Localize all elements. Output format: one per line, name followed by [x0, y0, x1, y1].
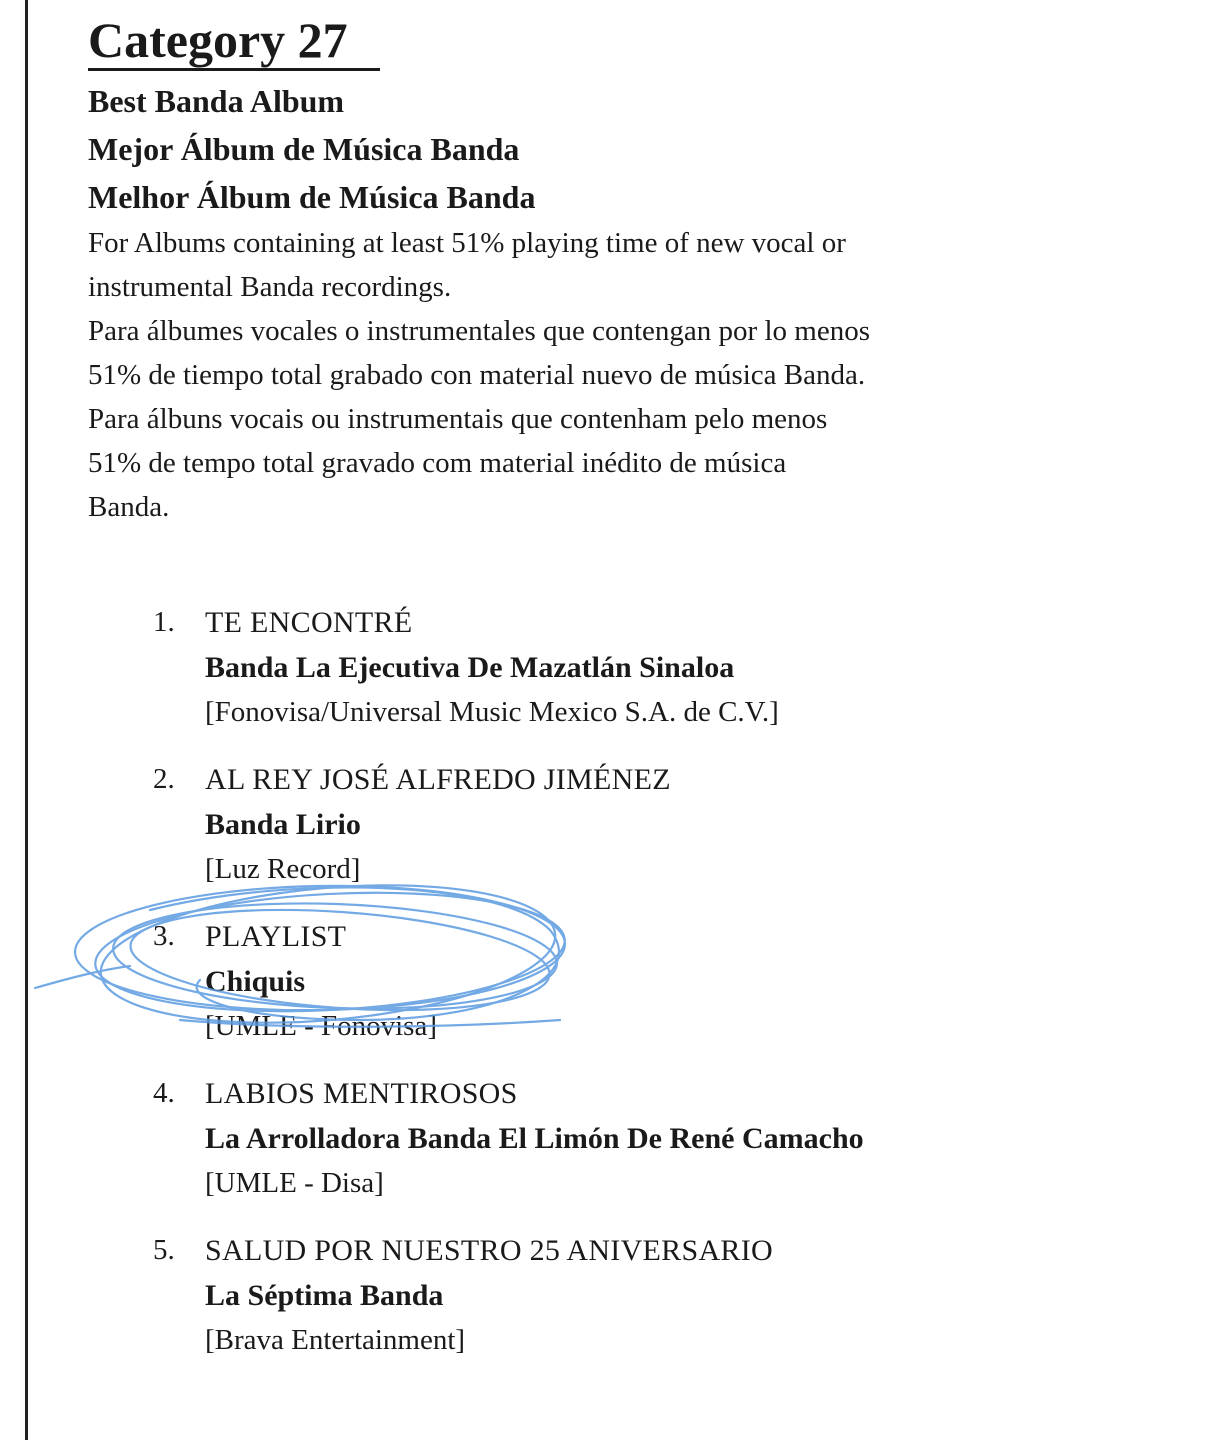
nominee-2: [153, 757, 1053, 892]
nominee-artist: Chiquis: [205, 965, 306, 998]
nominee-5: [153, 1228, 1053, 1363]
nominee-artist: Banda La Ejecutiva De Mazatlán Sinaloa: [205, 651, 735, 684]
description-portuguese-line-1: Para álbuns vocais ou instrumentais que contenham pelo menos: [88, 403, 828, 435]
description-portuguese-line-2: 51% de tempo total gravado com material inédito de música: [88, 447, 787, 479]
nominee-artist: Banda Lirio: [205, 808, 361, 841]
nominee-artist: La Séptima Banda: [205, 1279, 444, 1312]
nominee-record-label: [Luz Record]: [205, 853, 361, 885]
nominee-album-title: SALUD POR NUESTRO 25 ANIVERSARIO: [205, 1234, 773, 1267]
description-english-line-1: For Albums containing at least 51% playing time of new vocal or: [88, 227, 846, 259]
nominee-album-title: AL REY JOSÉ ALFREDO JIMÉNEZ: [205, 763, 671, 796]
nominee-artist: La Arrolladora Banda El Limón De René Camacho: [205, 1122, 864, 1155]
category-header: [88, 12, 1168, 529]
left-margin-rule: [25, 0, 28, 1440]
nominee-record-label: [UMLE - Fonovisa]: [205, 1010, 437, 1042]
nominee-record-label: [Fonovisa/Universal Music Mexico S.A. de C.V.]: [205, 696, 779, 728]
nominee-album-title: PLAYLIST: [205, 920, 347, 953]
nominee-4: [153, 1071, 1053, 1206]
description-english-line-2: instrumental Banda recordings.: [88, 271, 452, 303]
title-spanish: Mejor Álbum de Música Banda: [88, 131, 520, 167]
nominee-1: [153, 600, 1053, 735]
description-spanish-line-2: 51% de tiempo total grabado con material nuevo de música Banda.: [88, 359, 866, 391]
nominee-number: 5.: [153, 1234, 175, 1266]
nominee-record-label: [UMLE - Disa]: [205, 1167, 384, 1199]
description-spanish-line-1: Para álbumes vocales o instrumentales que contengan por lo menos: [88, 315, 870, 347]
title-english: Best Banda Album: [88, 83, 345, 119]
description-portuguese-line-3: Banda.: [88, 491, 170, 523]
category-title: Category 27: [88, 12, 380, 71]
nominee-number: 3.: [153, 920, 175, 952]
title-portuguese: Melhor Álbum de Música Banda: [88, 179, 536, 215]
nominee-album-title: LABIOS MENTIROSOS: [205, 1077, 518, 1110]
nominee-number: 1.: [153, 606, 175, 638]
nominee-3: [153, 914, 1053, 1049]
nominee-number: 2.: [153, 763, 175, 795]
nominee-record-label: [Brava Entertainment]: [205, 1324, 466, 1356]
nominee-album-title: TE ENCONTRÉ: [205, 606, 413, 639]
nominee-number: 4.: [153, 1077, 175, 1109]
nominee-list: [153, 600, 1053, 1385]
